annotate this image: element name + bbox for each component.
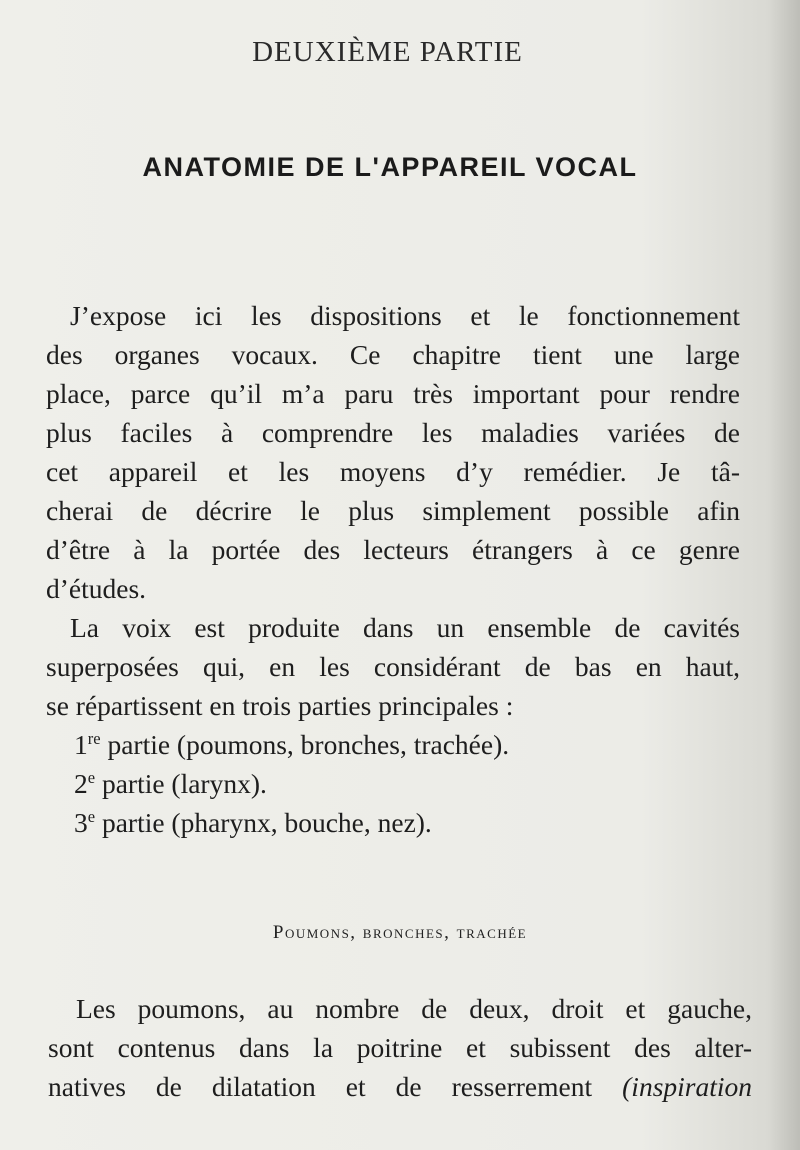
list-item [74,765,267,803]
paragraph-line: d’être à la portée des lecteurs étrangers à ce genre [46,534,740,565]
list-text: partie (pharynx, bouche, nez). [101,807,432,838]
paragraph-line: sont contenus dans la poitrine et subissent des alter- [48,1032,752,1063]
list-suffix: e [87,806,96,826]
list-number: 3 [74,807,88,838]
chapter-title: ANATOMIE DE L'APPAREIL VOCAL [142,152,638,182]
list-text: partie (poumons, bronches, trachée). [107,729,510,760]
paragraph-line: Les poumons, au nombre de deux, droit et gauche, [76,993,752,1024]
paragraph-line: des organes vocaux. Ce chapitre tient une large [46,339,740,370]
paragraph-line: d’études. [46,573,147,604]
paragraph-line: plus faciles à comprendre les maladies variées de [46,417,740,448]
paragraph-text: natives de dilatation et de resserrement [48,1071,593,1102]
part-header: DEUXIÈME PARTIE [252,36,523,68]
list-suffix: e [87,767,96,787]
paragraph-line: La voix est produite dans un ensemble de cavités [70,612,740,643]
paragraph-line: se répartissent en trois parties principales : [46,690,514,721]
paragraph-line: J’expose ici les dispositions et le fonctionnement [70,300,740,331]
paragraph-line: place, parce qu’il m’a paru très important pour rendre [46,378,740,409]
list-text: partie (larynx). [101,768,267,799]
section-heading: Poumons, bronches, trachée [272,922,528,943]
paragraph-line: superposées qui, en les considérant de bas en haut, [46,651,740,682]
list-number: 1 [74,729,88,760]
italic-term: (inspiration [622,1071,753,1102]
paragraph-line: cherai de décrire le plus simplement possible afin [46,495,740,526]
list-item [74,726,509,764]
list-item [74,804,432,842]
list-number: 2 [74,768,88,799]
paragraph-line: cet appareil et les moyens d’y remédier. Je tâ- [46,456,740,487]
paragraph-line [48,1068,752,1106]
list-suffix: re [87,728,101,748]
